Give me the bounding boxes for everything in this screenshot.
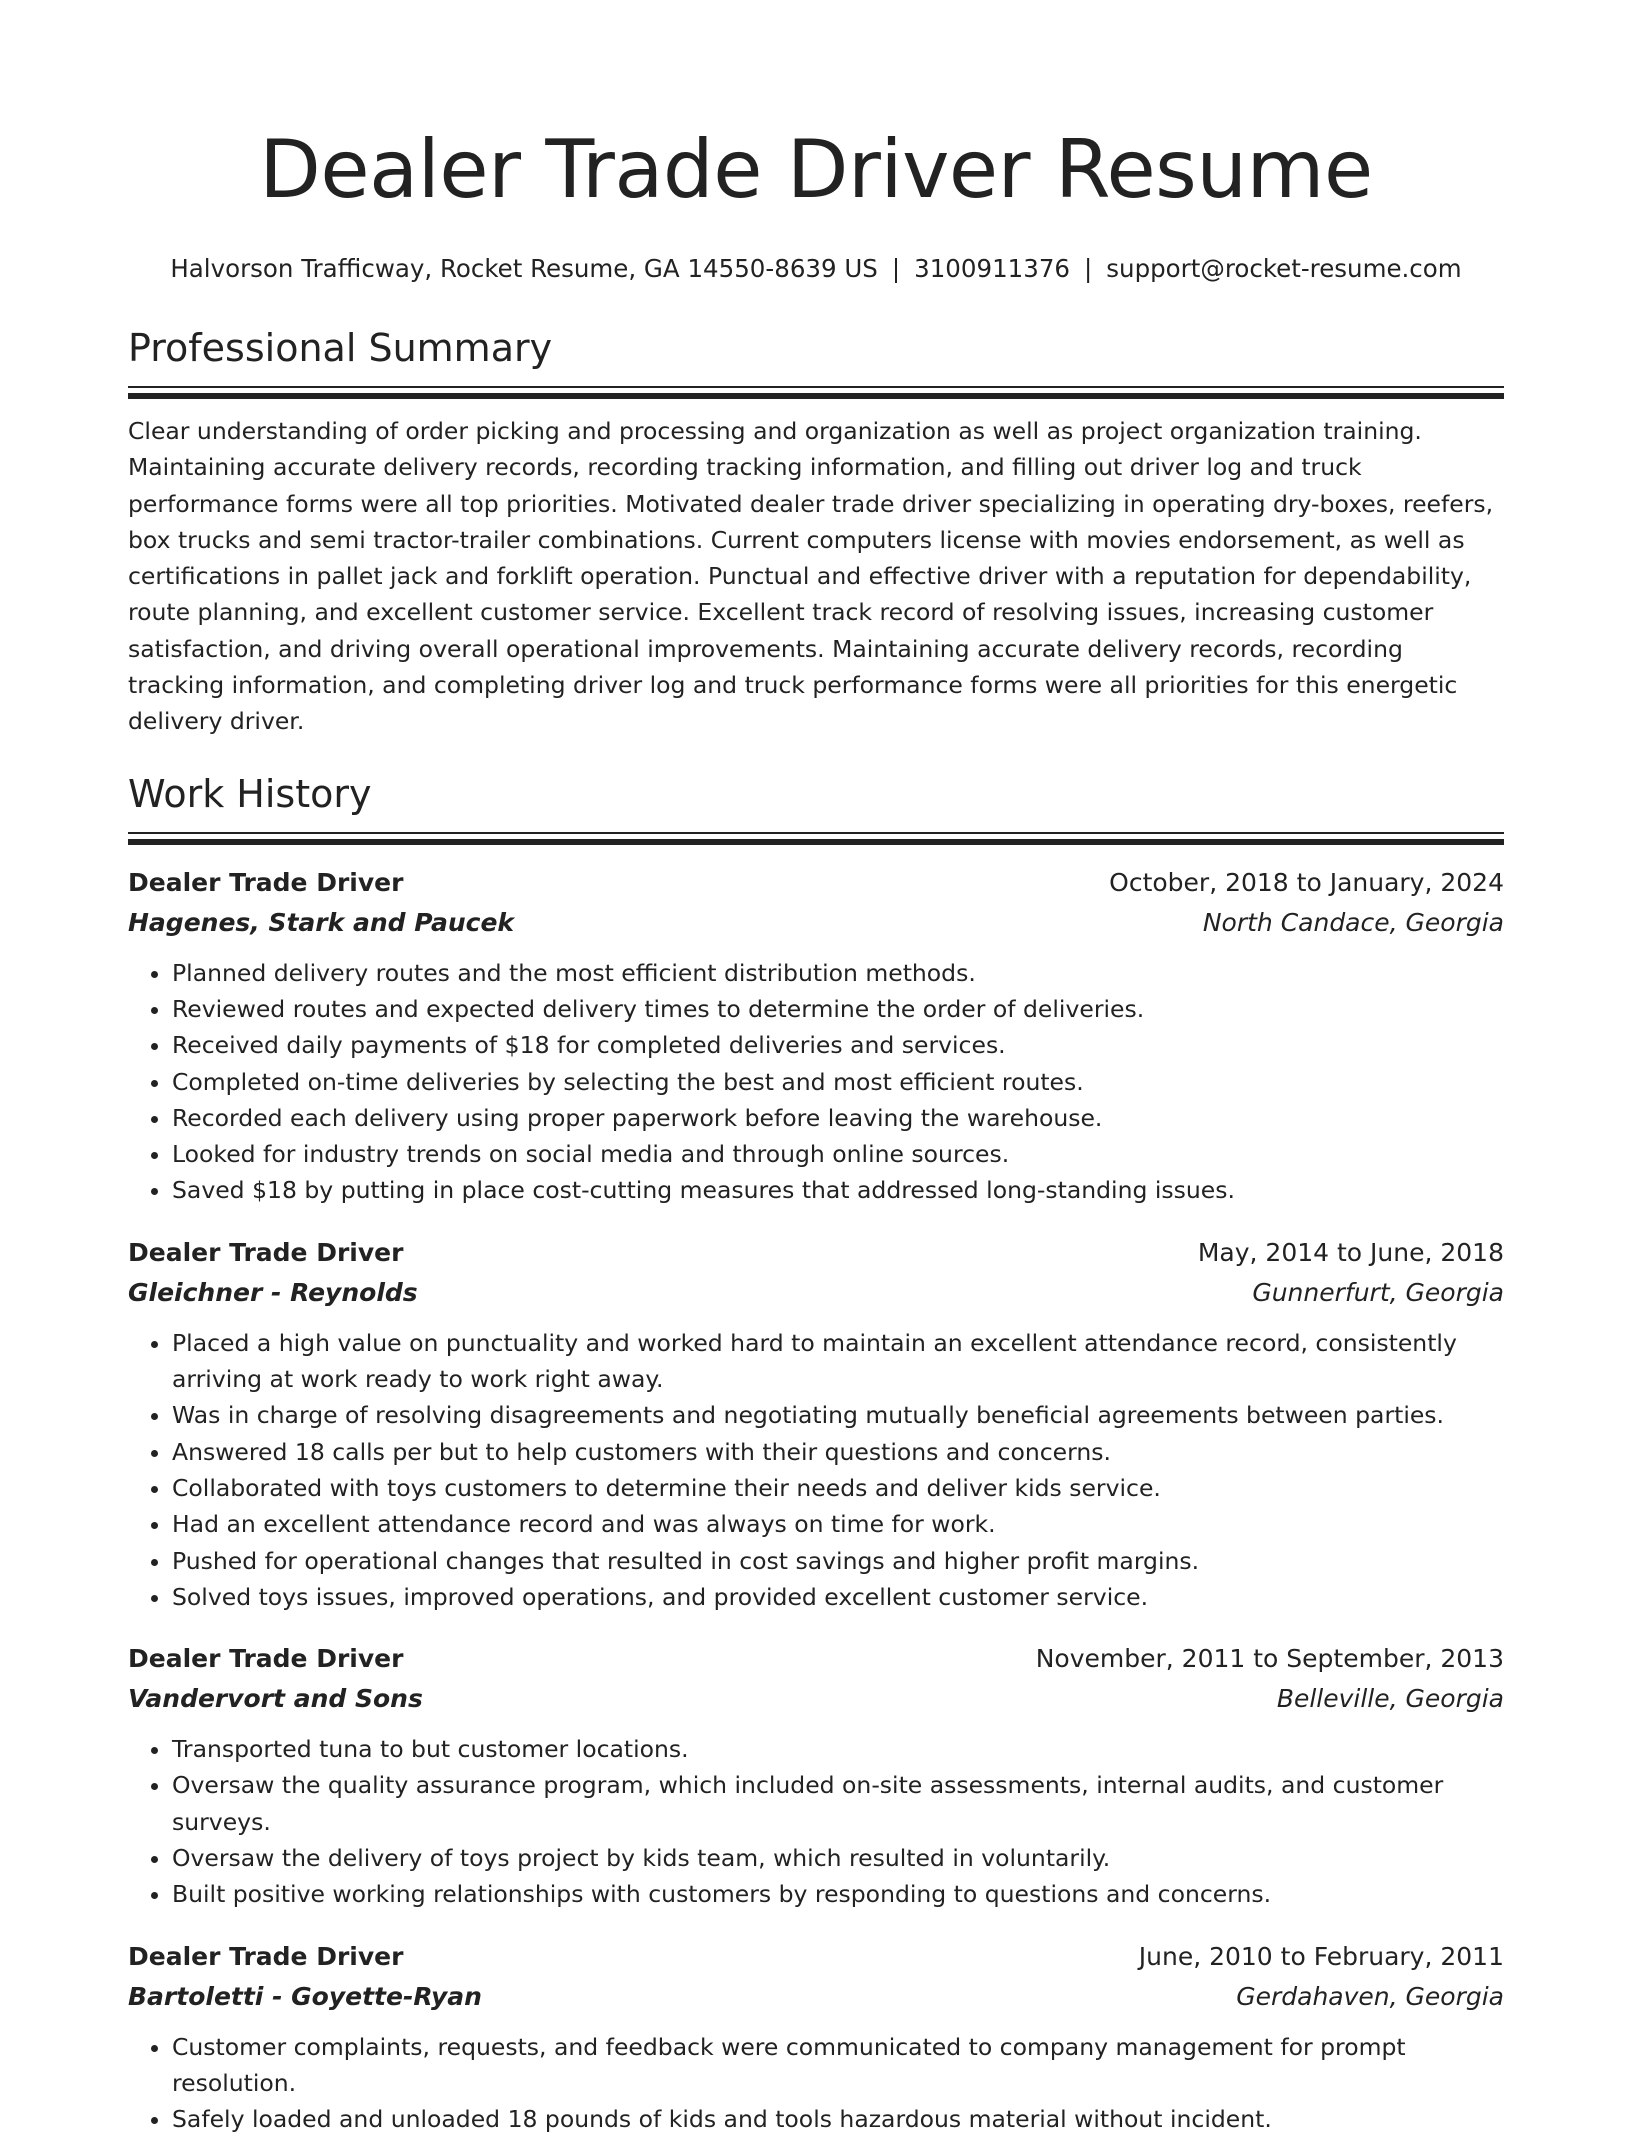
contact-separator: | <box>1084 254 1093 283</box>
job-subheader-row <box>128 1273 1504 1313</box>
job-dates: November, 2011 to September, 2013 <box>1035 1644 1504 1674</box>
job-subheader-row <box>128 1679 1504 1719</box>
job-bullet: • Solved toys issues, improved operations, and provided excellent customer service. <box>172 1579 1504 1615</box>
resume-page <box>128 0 1504 2138</box>
job-title: Dealer Trade Driver <box>128 1237 404 1267</box>
job-header-row <box>128 863 1504 903</box>
job-dates: October, 2018 to January, 2024 <box>1109 867 1504 897</box>
job-dates: May, 2014 to June, 2018 <box>1197 1237 1504 1267</box>
job-bullet: • Reviewed routes and expected delivery times to determine the order of deliveries. <box>172 991 1504 1027</box>
job-bullet-list <box>128 1731 1504 1912</box>
job-location: Gerdahaven, Georgia <box>1236 1981 1504 2011</box>
summary-text: Clear understanding of order picking and processing and organization as well as project organization training. Maintaining accurate delivery records, recording tracking information, and filling out driver log and truck performance forms were all top priorities. Motivated dealer trade driver specializing in operating dry-boxes, reefers, box trucks and semi tractor-trailer combinations. Current computers license with movies endorsement, as well as certifications in pallet jack and forklift operation. Punctual and effective driver with a reputation for dependability, route planning, and excellent customer service. Excellent track record of resolving issues, increasing customer satisfaction, and driving overall operational improvements. Maintaining accurate delivery records, recording tracking information, and completing driver log and truck performance forms were all priorities for this energetic delivery driver. <box>128 417 1494 736</box>
work-history-section <box>128 770 1504 2138</box>
section-divider <box>128 386 1504 399</box>
job-bullet-list <box>128 955 1504 1209</box>
contact-phone: 3100911376 <box>914 254 1071 283</box>
section-heading-summary: Professional Summary <box>128 326 553 370</box>
job-entry <box>128 863 1504 1209</box>
job-title: Dealer Trade Driver <box>128 1941 404 1971</box>
job-header-row <box>128 1233 1504 1273</box>
job-bullet-list <box>128 1325 1504 1615</box>
job-bullet-list <box>128 2029 1504 2138</box>
job-bullet: • Oversaw the delivery of toys project by kids team, which resulted in voluntarily. <box>172 1840 1504 1876</box>
job-bullet: • Looked for industry trends on social media and through online sources. <box>172 1136 1504 1172</box>
job-bullet: • Was in charge of resolving disagreements and negotiating mutually beneficial agreements between parties. <box>172 1397 1504 1433</box>
job-bullet: • Had an excellent attendance record and was always on time for work. <box>172 1506 1504 1542</box>
contact-address: Halvorson Trafficway, Rocket Resume, GA 14550-8639 US <box>170 254 878 283</box>
job-bullet: • Pushed for operational changes that resulted in cost savings and higher profit margins. <box>172 1543 1504 1579</box>
job-bullet: • Recorded each delivery using proper paperwork before leaving the warehouse. <box>172 1100 1504 1136</box>
section-heading-work-history: Work History <box>128 771 372 816</box>
job-bullet: • Placed a high value on punctuality and worked hard to maintain an excellent attendance record, consistently arriving at work ready to work right away. <box>172 1325 1504 1398</box>
job-company: Vandervort and Sons <box>128 1684 423 1714</box>
contact-line <box>128 252 1504 286</box>
contact-separator: | <box>891 254 901 283</box>
job-location: Gunnerfurt, Georgia <box>1252 1277 1504 1307</box>
job-list <box>128 863 1504 2138</box>
job-bullet: • Answered 18 calls per but to help customers with their questions and concerns. <box>172 1434 1504 1470</box>
job-company: Bartoletti - Goyette-Ryan <box>128 1981 482 2011</box>
job-dates: June, 2010 to February, 2011 <box>1138 1941 1504 1971</box>
job-title: Dealer Trade Driver <box>128 867 404 897</box>
summary-section <box>128 324 1504 740</box>
job-bullet: • Received daily payments of $18 for completed deliveries and services. <box>172 1027 1504 1063</box>
job-location: North Candace, Georgia <box>1202 907 1504 937</box>
job-entry <box>128 1937 1504 2138</box>
job-title: Dealer Trade Driver <box>128 1644 404 1674</box>
job-bullet: • Collaborated with toys customers to determine their needs and deliver kids service. <box>172 1470 1504 1506</box>
job-bullet: • Saved $18 by putting in place cost-cutting measures that addressed long-standing issues. <box>172 1172 1504 1208</box>
section-divider <box>128 832 1504 845</box>
job-company: Gleichner - Reynolds <box>128 1277 418 1307</box>
job-location: Belleville, Georgia <box>1276 1684 1504 1714</box>
job-bullet: • Transported tuna to but customer locations. <box>172 1731 1504 1767</box>
job-bullet: • Built positive working relationships with customers by responding to questions and concerns. <box>172 1876 1504 1912</box>
job-bullet: • Planned delivery routes and the most efficient distribution methods. <box>172 955 1504 991</box>
resume-title: Dealer Trade Driver Resume <box>259 123 1373 216</box>
job-subheader-row <box>128 903 1504 943</box>
job-company: Hagenes, Stark and Paucek <box>128 907 515 937</box>
job-entry <box>128 1233 1504 1615</box>
job-header-row <box>128 1937 1504 1977</box>
contact-email: support@rocket-resume.com <box>1106 254 1462 283</box>
job-bullet: • Customer complaints, requests, and feedback were communicated to company management for prompt resolution. <box>172 2029 1504 2102</box>
job-bullet: • Oversaw the quality assurance program, which included on-site assessments, internal audits, and customer surveys. <box>172 1767 1504 1840</box>
job-bullet: • Safely loaded and unloaded 18 pounds of kids and tools hazardous material without incident. <box>172 2101 1504 2137</box>
job-entry <box>128 1639 1504 1912</box>
job-header-row <box>128 1639 1504 1679</box>
job-bullet: • Completed on-time deliveries by selecting the best and most efficient routes. <box>172 1064 1504 1100</box>
job-subheader-row <box>128 1977 1504 2017</box>
